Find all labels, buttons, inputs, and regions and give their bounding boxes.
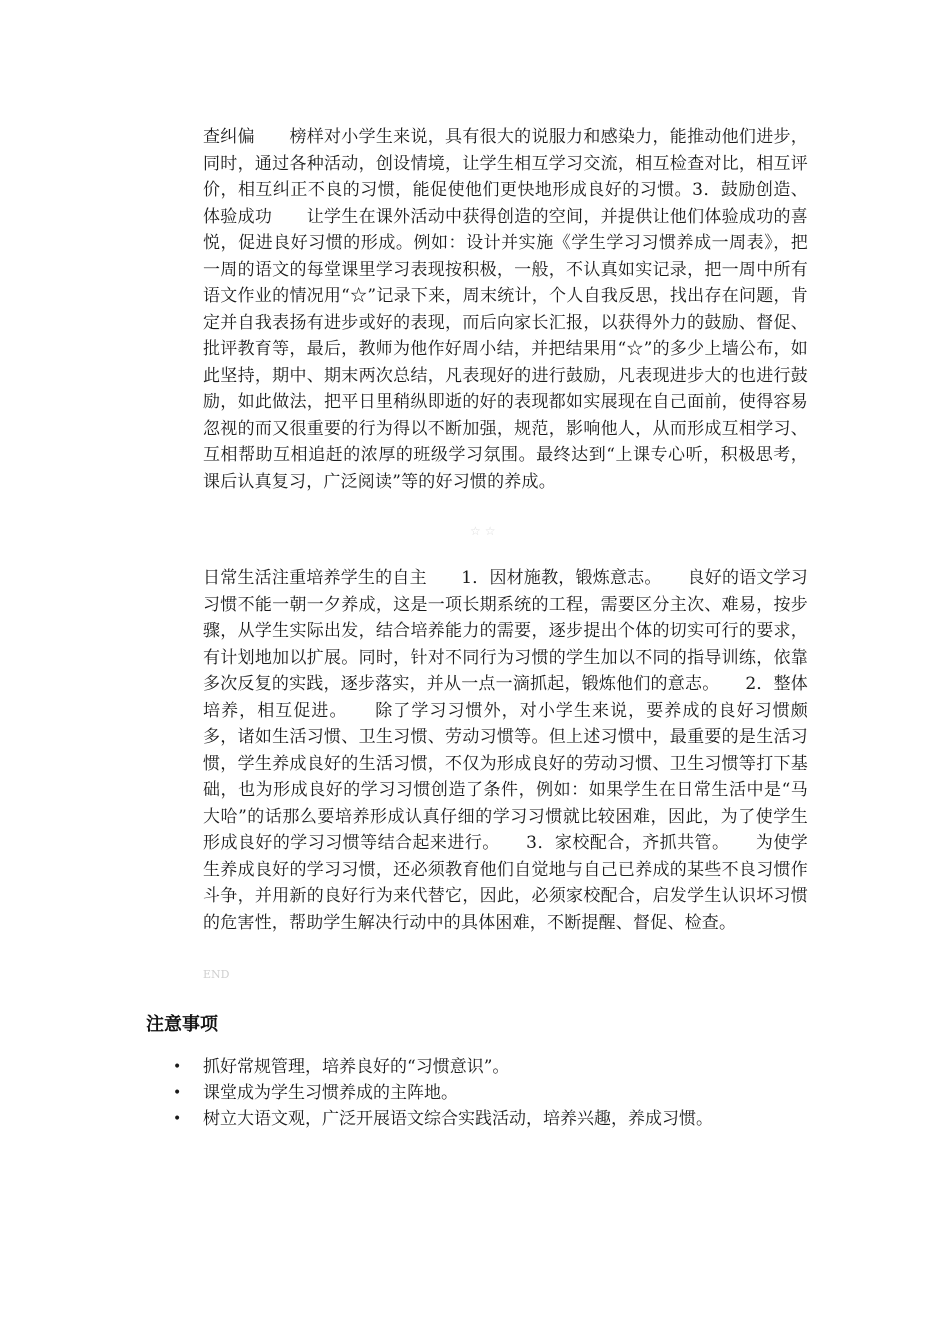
notes-heading: 注意事项 — [146, 1014, 218, 1035]
notes-item-text: 抓好常规管理，培养良好的“习惯意识”。 — [203, 1057, 510, 1077]
notes-list-item — [146, 1054, 826, 1080]
bullet-icon: • — [173, 1111, 182, 1127]
notes-list-item — [146, 1080, 826, 1106]
notes-item-text: 课堂成为学生习惯养成的主阵地。 — [203, 1083, 458, 1103]
notes-list — [146, 1054, 826, 1132]
notes-list-item — [146, 1106, 826, 1132]
body-paragraph-2: 日常生活注重培养学生的自主 1．因材施教，锻炼意志。 良好的语文学习习惯不能一朝一夕养成，这是一项长期系统的工程，需要区分主次、难易，按步骤，从学生实际出发，结合培养能力的需要，逐步提出个体的切实可行的要求，有计划地加以扩展。同时，针对不同行为习惯的学生加以不同的指导训练，依靠多次反复的实践，逐步落实，并从一点一滴抓起，锻炼他们的意志。 2．整体培养，相互促进。 除了学习习惯外，对小学生来说，要养成的良好习惯颇多，诸如生活习惯、卫生习惯、劳动习惯等。但上述习惯中，最重要的是生活习惯，学生养成良好的生活习惯，不仅为形成良好的劳动习惯、卫生习惯等打下基础，也为形成良好的学习习惯创造了条件，例如：如果学生在日常生活中是“马大哈”的话那么要培养形成认真仔细的学习习惯就比较困难，因此，为了使学生形成良好的学习习惯等结合起来进行。 3．家校配合，齐抓共管。 为使学生养成良好的学习习惯，还必须教育他们自觉地与自己已养成的某些不良习惯作斗争，并用新的良好行为来代替它，因此，必须家校配合，启发学生认识坏习惯的危害性，帮助学生解决行动中的具体困难，不断提醒、督促、检查。 — [203, 568, 808, 933]
bullet-icon: • — [173, 1059, 182, 1075]
section-divider-mark: ☆☆ — [470, 524, 500, 538]
bullet-icon: • — [173, 1085, 182, 1101]
notes-item-text: 树立大语文观，广泛开展语文综合实践活动，培养兴趣，养成习惯。 — [203, 1109, 713, 1129]
end-watermark: END — [203, 968, 230, 981]
body-paragraph-1: 查纠偏 榜样对小学生来说，具有很大的说服力和感染力，能推动他们进步，同时，通过各种活动，创设情境，让学生相互学习交流，相互检查对比，相互评价，相互纠正不良的习惯，能促使他们更快地形成良好的习惯。3．鼓励创造、体验成功 让学生在课外活动中获得创造的空间，并提供让他们体验成功的喜悦，促进良好习惯的形成。例如：设计并实施《学生学习习惯养成一周表》，把一周的语文的每堂课里学习表现按积极，一般，不认真如实记录，把一周中所有语文作业的情况用“☆”记录下来，周末统计，个人自我反思，找出存在问题，肯定并自我表扬有进步或好的表现，而后向家长汇报，以获得外力的鼓励、督促、批评教育等，最后，教师为他作好周小结，并把结果用“☆”的多少上墙公布，如此坚持，期中、期末两次总结，凡表现好的进行鼓励，凡表现进步大的也进行鼓励，如此做法，把平日里稍纵即逝的好的表现都如实展现在自己面前，使得容易忽视的而又很重要的行为得以不断加强，规范，影响他人，从而形成互相学习、互相帮助互相追赶的浓厚的班级学习氛围。最终达到“上课专心听，积极思考，课后认真复习，广泛阅读”等的好习惯的养成。 — [203, 127, 808, 492]
